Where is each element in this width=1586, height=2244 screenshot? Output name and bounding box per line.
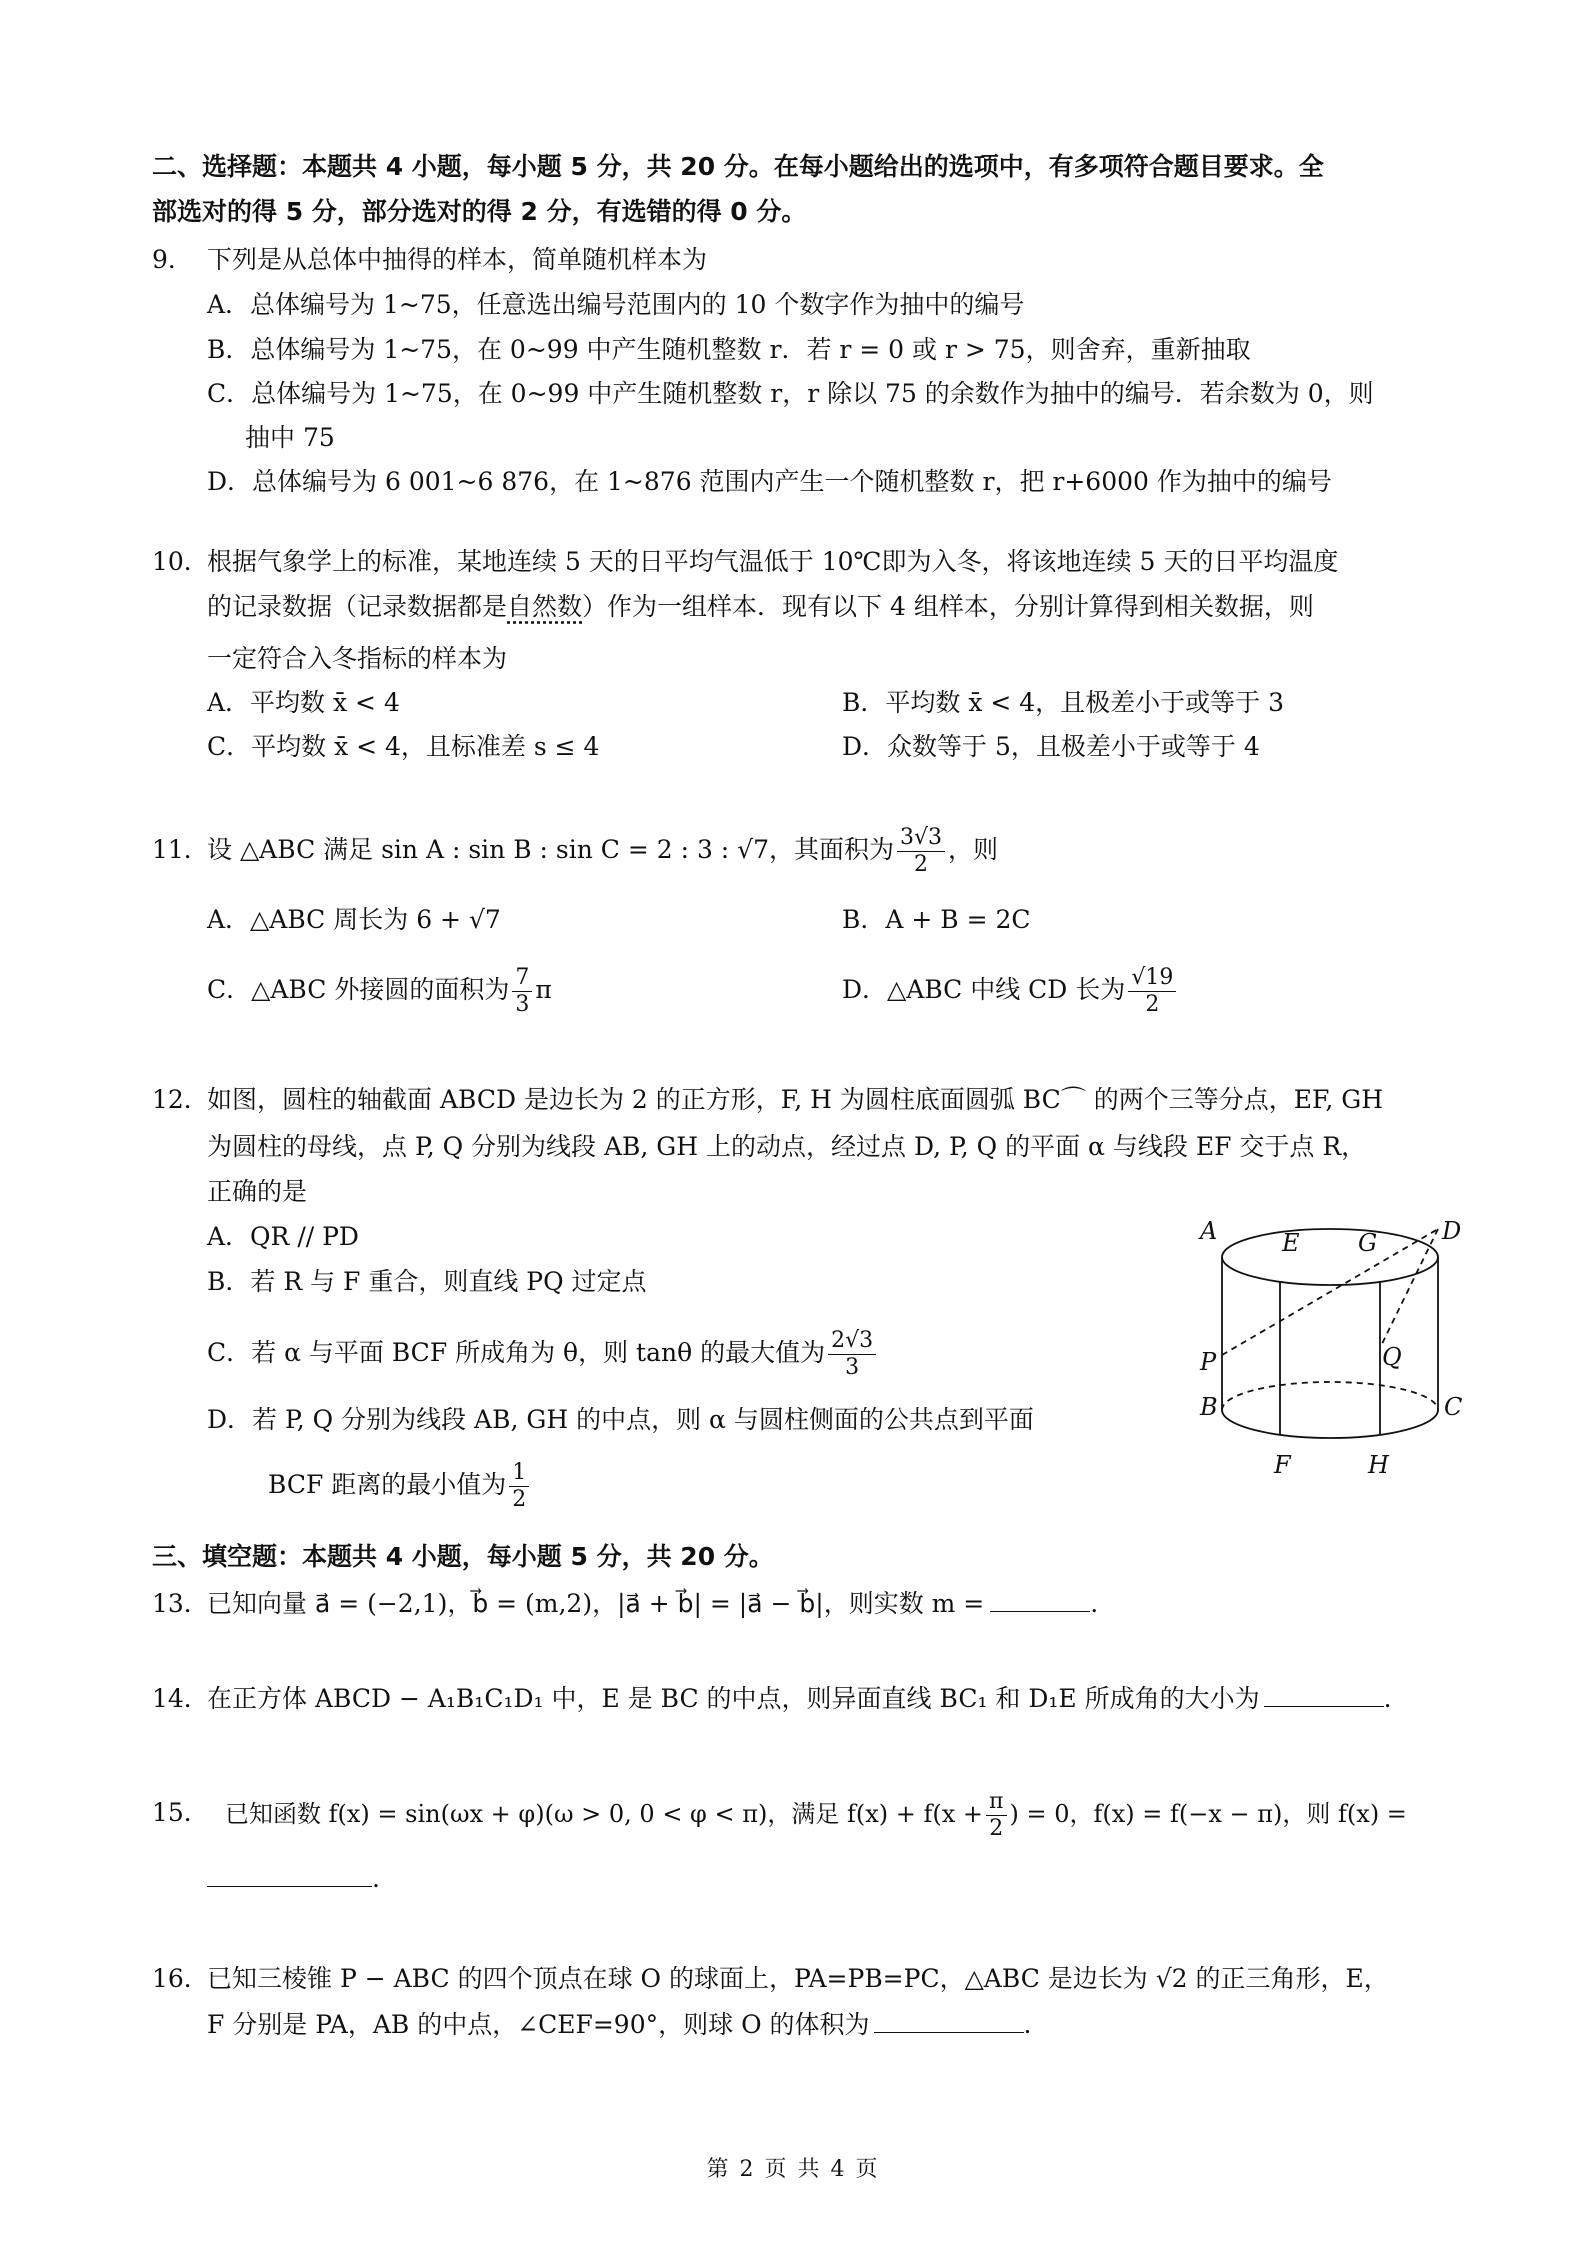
section-3-heading: 三、填空题：本题共 4 小题，每小题 5 分，共 20 分。 [152,1542,774,1571]
q16-answer-blank[interactable] [874,2008,1024,2033]
cylinder-figure [1200,1205,1463,1485]
q11-stem-b: ，则 [948,835,999,864]
q15-number: 15． [152,1798,209,1827]
q12-option-d-line2: BCF 距离的最小值为 $\frac{1}{2}$ [268,1450,532,1520]
q11-option-d-fraction: $\frac{√19}{2}$ [1128,965,1176,1018]
fig-label-h: H [1368,1451,1389,1479]
q15-answer-blank[interactable] [207,1862,372,1887]
q9-option-c-line1: C．总体编号为 1~75，在 0~99 中产生随机整数 r，r 除以 75 的余数作为抽中的编号．若余数为 0，则 [207,379,1374,408]
q10-line3: 一定符合入冬指标的样本为 [207,644,508,673]
q9-stem: 下列是从总体中抽得的样本，简单随机样本为 [207,245,708,274]
q11-stem [207,815,998,885]
q11-option-b: B．A + B = 2C [842,905,1031,934]
q14-text: 在正方体 ABCD − A₁B₁C₁D₁ 中，E 是 BC 的中点，则异面直线 BC₁ 和 D₁E 所成角的大小为 . [207,1684,1392,1713]
q10-option-a: A．平均数 x̄ < 4 [207,688,400,717]
q10-line2-c: ）作为一组样本．现有以下 4 组样本，分别计算得到相关数据，则 [582,592,1314,621]
q9-option-d: D．总体编号为 6 001~6 876，在 1~876 范围内产生一个随机整数 r，把 r+6000 作为抽中的编号 [207,467,1332,496]
q12-option-b: B．若 R 与 F 重合，则直线 PQ 过定点 [207,1267,647,1296]
q9-option-a: A．总体编号为 1~75，任意选出编号范围内的 10 个数字作为抽中的编号 [207,290,1025,319]
fig-label-p: P [1200,1348,1217,1376]
section-2-heading-line2: 部选对的得 5 分，部分选对的得 2 分，有选错的得 0 分。 [152,197,807,226]
fig-label-e: E [1282,1229,1300,1257]
q15-text: 已知函数 f(x) = sin(ωx + φ)(ω > 0, 0 < φ < π)，满足 f(x) + f(x + $\frac{\pi}{2}$ ) = 0，f(x) = f(−x − π)，则 f(x) = [225,1789,1407,1841]
q11-option-a: A．△ABC 周长为 6 + √7 [207,905,501,934]
q10-line1: 根据气象学上的标准，某地连续 5 天的日平均气温低于 10℃即为入冬，将该地连续 5 天的日平均温度 [207,547,1339,576]
q12-line1: 如图，圆柱的轴截面 ABCD 是边长为 2 的正方形，F, H 为圆柱底面圆弧 BC⌒ 的两个三等分点，EF, GH [207,1085,1384,1114]
q10-emphasis: 自然数 [507,592,583,621]
q10-option-d: D．众数等于 5，且极差小于或等于 4 [842,732,1260,761]
q10-option-c: C．平均数 x̄ < 4，且标准差 s ≤ 4 [207,732,600,761]
q16-line2: F 分别是 PA，AB 的中点，∠CEF=90°，则球 O 的体积为 . [207,2010,1032,2039]
fig-label-b: B [1200,1393,1218,1421]
q12-option-c-fraction: $\frac{2√3}{3}$ [828,1328,876,1381]
q16-line1: 已知三棱锥 P − ABC 的四个顶点在球 O 的球面上，PA=PB=PC，△ABC 是边长为 √2 的正三角形，E， [207,1964,1389,1993]
section-2-heading-line1: 二、选择题：本题共 4 小题，每小题 5 分，共 20 分。在每小题给出的选项中，有多项符合题目要求。全 [152,152,1324,181]
q16-number: 16． [152,1964,209,1993]
q12-line3: 正确的是 [207,1177,308,1206]
q12-option-c: C．若 α 与平面 BCF 所成角为 θ，则 tanθ 的最大值为 $\frac{2√3}{3}$ [207,1318,879,1388]
q15-pi-fraction: $\frac{\pi}{2}$ [986,1789,1006,1842]
q13-answer-blank[interactable] [990,1587,1090,1612]
q12-option-a: A．QR // PD [207,1222,359,1251]
q11-number: 11． [152,835,209,864]
q12-line2: 为圆柱的母线，点 P, Q 分别为线段 AB, GH 上的动点，经过点 D, P, Q 的平面 α 与线段 EF 交于点 R， [207,1132,1367,1161]
page-footer: 第 2 页 共 4 页 [706,2157,880,2182]
fig-label-a: A [1200,1217,1218,1245]
q12-option-d-line1: D．若 P, Q 分别为线段 AB, GH 的中点，则 α 与圆柱侧面的公共点到平面 [207,1405,1034,1434]
q10-number: 10． [152,547,209,576]
fig-label-q: Q [1382,1343,1402,1371]
q13-number: 13． [152,1589,209,1618]
q10-option-b: B．平均数 x̄ < 4，且极差小于或等于 3 [842,688,1285,717]
q13-text: 已知向量 a⃗ = (−2,1)，b⃗ = (m,2)，|a⃗ + b⃗| = |a⃗ − b⃗|，则实数 m = . [207,1589,1099,1618]
fig-label-d: D [1442,1217,1462,1245]
fig-label-f: F [1274,1451,1291,1479]
fig-label-c: C [1444,1393,1463,1421]
q10-line2-a: 的记录数据（记录数据都是 [207,592,508,621]
q9-option-c-line2: 抽中 75 [245,423,335,452]
q9-number: 9． [152,245,193,274]
q11-stem-a: 设 △ABC 满足 sin A : sin B : sin C = 2 : 3 : √7，其面积为 [207,835,895,864]
q14-answer-blank[interactable] [1264,1682,1384,1707]
q11-option-c: C．△ABC 外接圆的面积为 $\frac{7}{3}$ π [207,965,552,1017]
fig-label-g: G [1358,1229,1378,1257]
q11-option-d: D．△ABC 中线 CD 长为 $\frac{√19}{2}$ [842,955,1179,1025]
q9-option-b: B．总体编号为 1~75，在 0~99 中产生随机整数 r．若 r = 0 或 r > 75，则舍弃，重新抽取 [207,335,1251,364]
q15-answer-line: . [207,1862,380,1896]
q10-line2 [207,590,1314,624]
q11-option-c-fraction: $\frac{7}{3}$ [512,965,532,1018]
q11-area-fraction: $\frac{3√3}{2}$ [897,825,945,878]
q14-number: 14． [152,1684,209,1713]
q12-number: 12． [152,1085,209,1114]
q12-option-d-fraction: $\frac{1}{2}$ [509,1460,529,1513]
